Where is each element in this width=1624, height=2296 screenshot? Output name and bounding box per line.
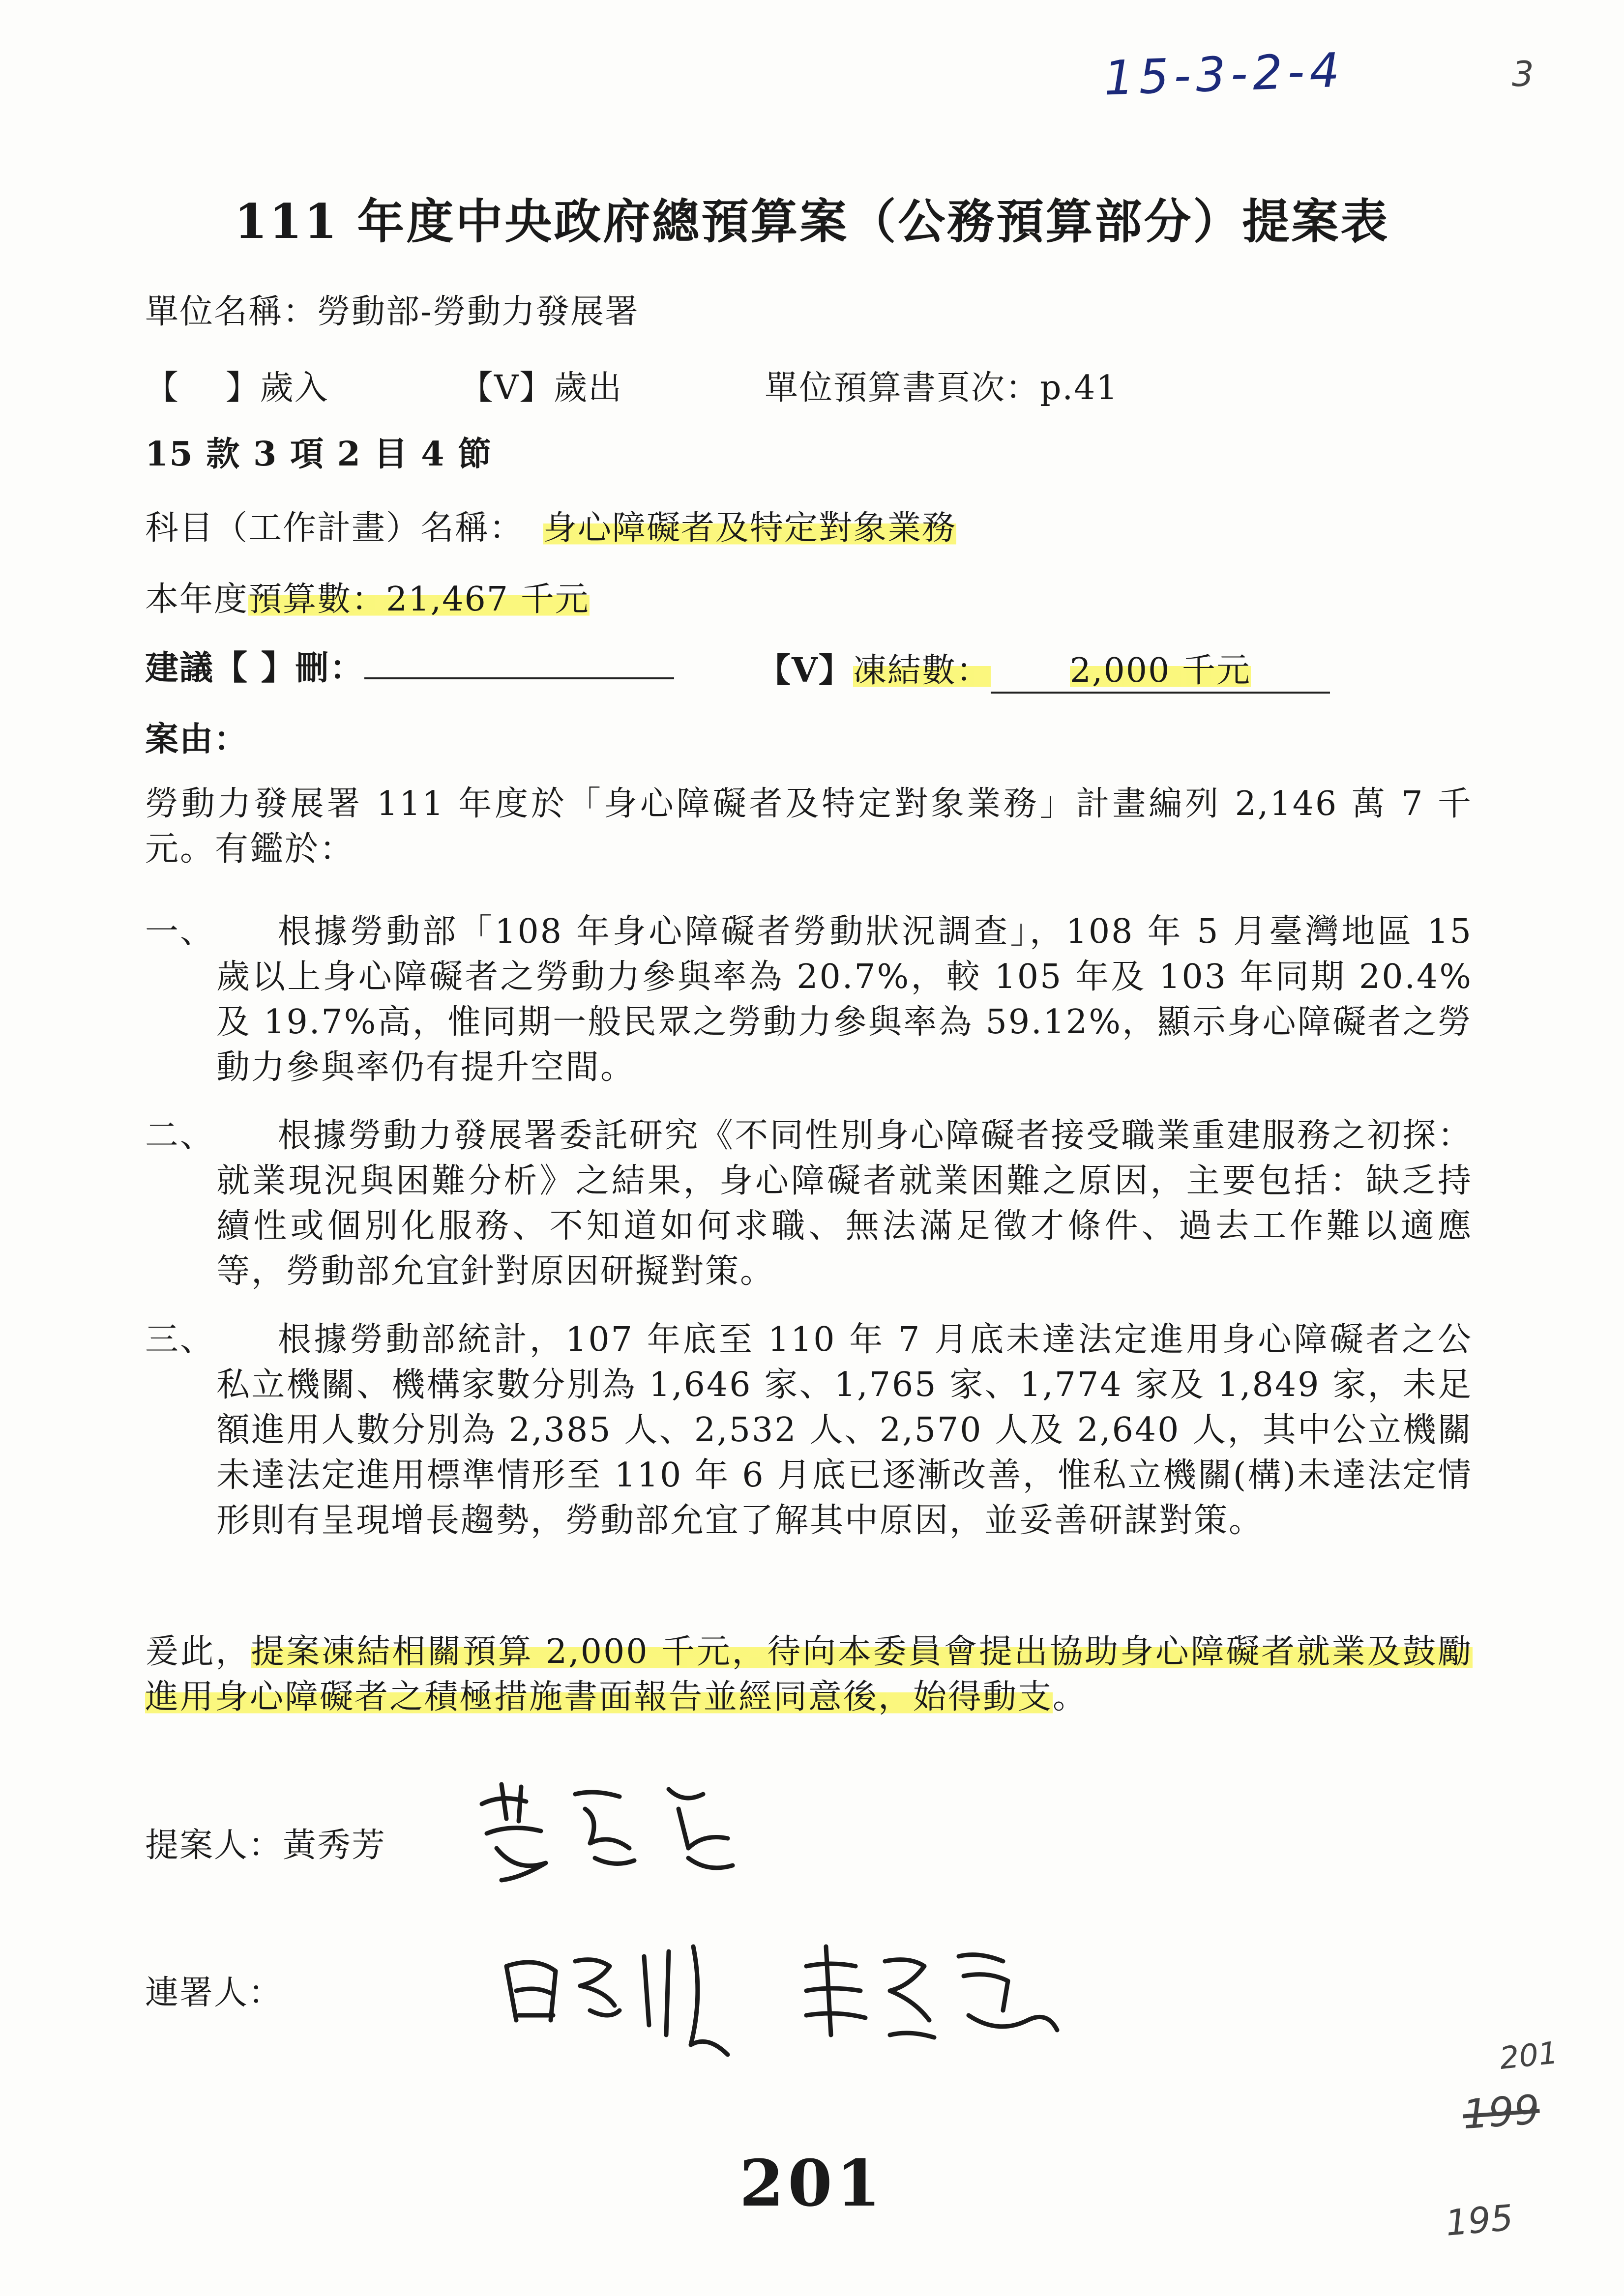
margin-number-3: 195 <box>1444 2197 1515 2244</box>
proposer-signature <box>472 1774 747 1888</box>
handwritten-file-code: 15-3-2-4 <box>1103 42 1346 106</box>
expenditure-row <box>460 361 622 409</box>
cosigner-row <box>145 1966 283 2014</box>
cosigner-signature-1 <box>497 1937 752 2069</box>
reason-item-2 <box>145 1113 1473 1294</box>
item-text: 根據勞動部「108 年身心障礙者勞動狀況調查」，108 年 5 月臺灣地區 15 歲以上身心障礙者之勞動力參與率為 20.7%，較 105 年及 103 年同期 20.4% 及 19.7%高，惟同期一般民眾之勞動力參與率為 59.12%，顯示身心障礙者之勞動力參與率仍有提升空間。 <box>216 912 1473 1087</box>
page-ref-row <box>765 361 1119 409</box>
subject-label: 科目（工作計畫）名稱： <box>145 509 524 548</box>
type-row <box>145 361 329 409</box>
proposer-row <box>145 1819 386 1866</box>
freeze-checkbox: 【V】 <box>757 651 853 690</box>
revenue-checkbox: 【 】歲入 <box>145 369 329 407</box>
conclusion-highlight: 提案凍結相關預算 2,000 千元，待向本委員會提出協助身心障礙者就業及鼓勵進用身心障礙者之積極措施書面報告並經同意後，始得動支 <box>145 1632 1473 1716</box>
conclusion-suffix: 。 <box>1053 1678 1088 1716</box>
conclusion-prefix: 爰此， <box>145 1632 251 1671</box>
page-number: 201 <box>739 2146 885 2221</box>
cosigner-label: 連署人： <box>145 1974 283 2012</box>
freeze-label: 凍結數： <box>853 651 991 690</box>
unit-row <box>145 285 639 333</box>
freeze-value: 2,000 千元 <box>1069 651 1251 690</box>
page-ref-value: p.41 <box>1040 369 1119 407</box>
proposer-name: 黃秀芳 <box>283 1826 386 1865</box>
reason-heading: 案由： <box>145 720 249 759</box>
expenditure-checkbox: 【V】歲出 <box>460 369 623 407</box>
delete-blank <box>364 648 674 679</box>
section-code: 15 款 3 項 2 目 4 節 <box>145 435 493 474</box>
subject-row <box>145 501 956 549</box>
freeze-value-field <box>991 644 1330 694</box>
unit-label: 單位名稱： <box>145 292 318 331</box>
budget-label: 預算數： <box>248 580 386 619</box>
item-number: 三、 <box>145 1320 215 1359</box>
page-ref-label: 單位預算書頁次： <box>765 369 1040 407</box>
intro-paragraph: 勞動力發展署 111 年度於「身心障礙者及特定對象業務」計畫編列 2,146 萬 7 千元。有鑑於： <box>145 785 1473 869</box>
item-text: 根據勞動力發展署委託研究《不同性別身心障礙者接受職業重建服務之初探：就業現況與困難分析》之結果，身心障礙者就業困難之原因，主要包括：缺乏持續性或個別化服務、不知道如何求職、無法滿足徵才條件、過去工作難以適應等，勞動部允宜針對原因研擬對策。 <box>216 1116 1473 1291</box>
page-mark: 3 <box>1512 54 1534 94</box>
cosigner-signature-2 <box>792 1937 1067 2055</box>
budget-label-prefix: 本年度 <box>145 580 249 619</box>
budget-row <box>145 573 590 620</box>
document-title: 111 年度中央政府總預算案（公務預算部分）提案表 <box>234 194 1390 249</box>
delete-label: 建議【 】刪： <box>145 648 364 688</box>
conclusion-paragraph <box>145 1629 1473 1720</box>
item-text: 根據勞動部統計，107 年底至 110 年 7 月底未達法定進用身心障礙者之公私立機關、機構家數分別為 1,646 家、1,765 家、1,774 家及 1,849 家，未足額進用人數分別為 2,385 人、2,532 人、2,570 人及 2,640 人，其中公立機關未達法定進用標準情形至 110 年 6 月底已逐漸改善，惟私立機關(構)未達法定情形則有呈現增長趨勢，勞動部允宜了解其中原因，並妥善研謀對策。 <box>216 1320 1473 1540</box>
margin-number-2: 199 <box>1461 2086 1541 2139</box>
budget-value: 21,467 千元 <box>386 580 590 619</box>
margin-number-1: 201 <box>1498 2034 1560 2076</box>
unit-value: 勞動部-勞動力發展署 <box>317 292 639 331</box>
freeze-row <box>757 644 1330 694</box>
proposal-row <box>145 641 674 689</box>
item-number: 二、 <box>145 1116 215 1155</box>
reason-item-1 <box>145 909 1473 1090</box>
proposer-label: 提案人： <box>145 1826 283 1865</box>
item-number: 一、 <box>145 912 215 951</box>
reason-item-3 <box>145 1317 1473 1543</box>
subject-value: 身心障礙者及特定對象業務 <box>543 509 957 548</box>
